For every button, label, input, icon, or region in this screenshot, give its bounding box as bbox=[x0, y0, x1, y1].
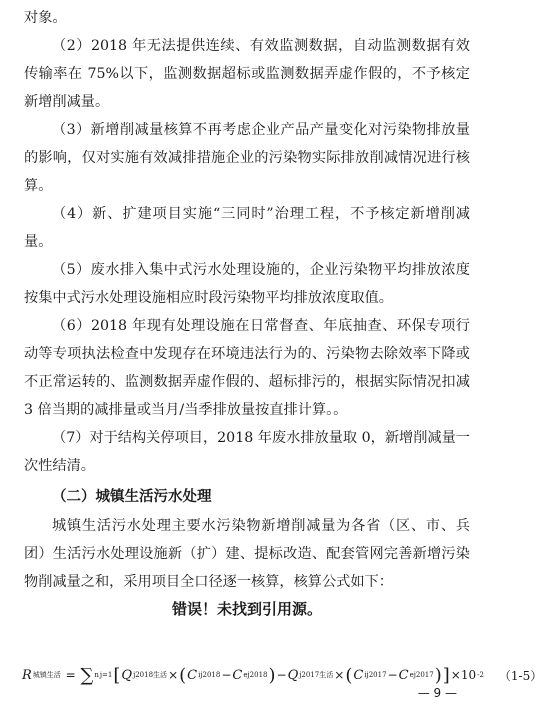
formula-number: （1-5） bbox=[498, 668, 542, 683]
sum-symbol: ∑ bbox=[80, 664, 94, 686]
paragraph-item-7: （7）对于结构关停项目，2018 年废水排放量取 0，新增削减量一次性结清。 bbox=[24, 430, 470, 474]
bracket-close: ] bbox=[442, 664, 450, 686]
formula-lhs-sub: 城镇生活 bbox=[32, 671, 61, 679]
c4-sub: ej2017 bbox=[409, 671, 434, 679]
paragraph-item-5: （5）废水排入集中式污水处理设施的，企业污染物平均排放浓度按集中式污水处理设施相应时段污染物平均排放浓度取值。 bbox=[24, 262, 470, 306]
c2-sub: ej2018 bbox=[243, 671, 268, 679]
formula-1-5: R 城镇生活 = ∑ n j=1 [ Q j2018生活 × ( C ij2018 − C ej2018 ) − Q j2017生活 × ( C ij2017 − C ej2017 ) ] ×10 -2 （1-5） bbox=[22, 664, 542, 686]
formula-lhs: R bbox=[22, 667, 32, 683]
c3-sub: ij2017 bbox=[364, 671, 387, 679]
bracket-open: [ bbox=[113, 664, 121, 686]
document-page bbox=[24, 4, 470, 622]
q1-sub: j2018生活 bbox=[133, 671, 168, 679]
c1-sub: ij2018 bbox=[198, 671, 221, 679]
page-number: — 9 — bbox=[417, 686, 457, 700]
reference-error-text: 错误！未找到引用源。 bbox=[171, 600, 322, 618]
sum-sup: n bbox=[94, 671, 99, 679]
section-heading: （二）城镇生活污水处理 bbox=[52, 489, 212, 505]
formula-exponent: -2 bbox=[477, 671, 484, 679]
paragraph-continuation: 对象。 bbox=[24, 10, 67, 26]
paragraph-item-3: （3）新增削减量核算不再考虑企业产品产量变化对污染物排放量的影响，仅对实施有效减排措施企业的污染物实际排放削减情况进行核算。 bbox=[24, 122, 470, 194]
paragraph-item-2: （2）2018 年无法提供连续、有效监测数据，自动监测数据有效传输率在 75%以下，监测数据超标或监测数据弄虚作假的，不予核定新增削减量。 bbox=[24, 38, 470, 110]
paragraph-item-6: （6）2018 年现有处理设施在日常督查、年底抽查、环保专项行动等专项执法检查中发现存在环境违法行为的、污染物去除效率下降或不正常运转的、监测数据弄虚作假的、超标排污的，根据实际情况扣减 3 倍当期的减排量或当月/当季排放量按直排计算。。 bbox=[24, 318, 470, 418]
q2-sub: j2017生活 bbox=[299, 671, 334, 679]
section-paragraph: 城镇生活污水处理主要水污染物新增削减量为各省（区、市、兵团）生活污水处理设施新（扩）建、提标改造、配套管网完善新增污染物削减量之和，采用项目全口径逐一核算，核算公式如下： bbox=[24, 518, 470, 590]
paragraph-item-4: （4）新、扩建项目实施“三同时”治理工程，不予核定新增削减量。 bbox=[24, 206, 470, 250]
sum-sub: j=1 bbox=[99, 671, 113, 679]
